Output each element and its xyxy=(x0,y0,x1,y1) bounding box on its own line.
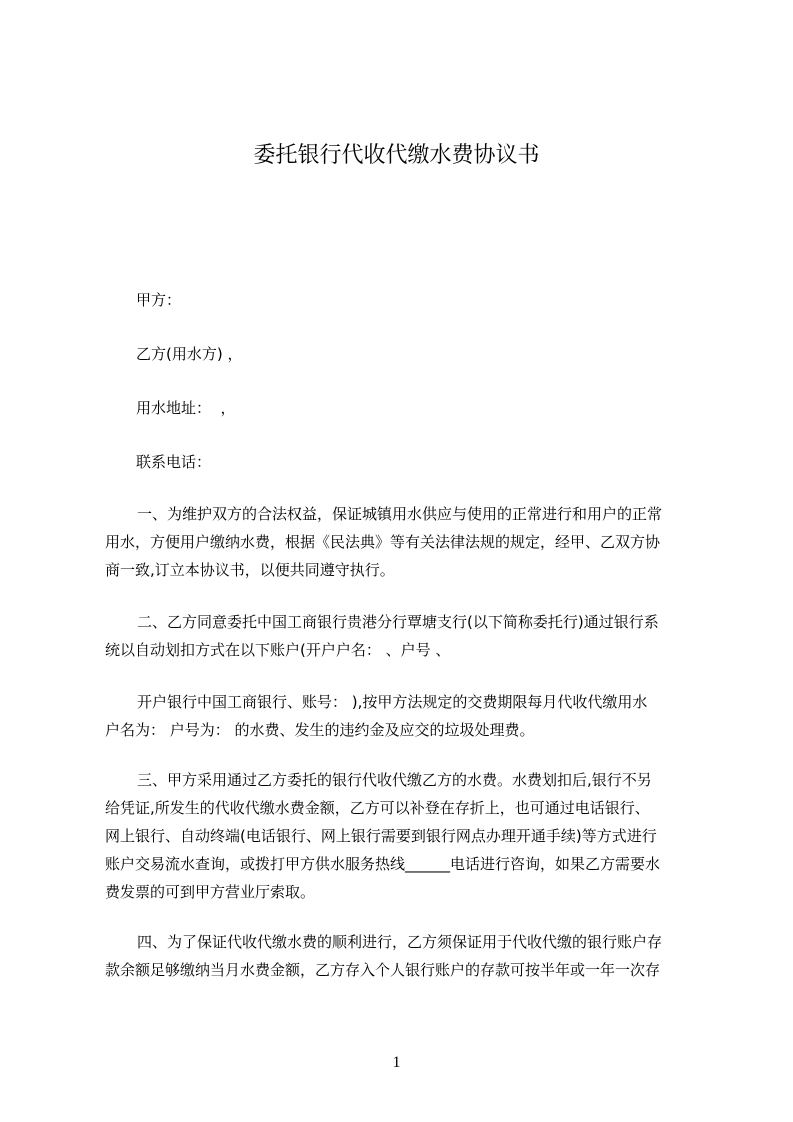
clause-2-continuation-line: 开户银行中国工商银行、账号： ),按甲方法规定的交费期限每月代收代缴用水 xyxy=(137,693,648,711)
clause-4-line: 款余额足够缴纳当月水费金额，乙方存入个人银行账户的存款可按半年或一年一次存 xyxy=(105,961,661,979)
clause-2-continuation xyxy=(105,688,707,744)
clause-1-line: 用水，方便用户缴纳水费，根据《民法典》等有关法律法规的规定，经甲、乙双方协 xyxy=(105,533,661,551)
clause-3-line: 给凭证,所发生的代收代缴水费金额，乙方可以补登在存折上，也可通过电话银行、 xyxy=(105,799,650,817)
clause-1-line: 一、为维护双方的合法权益，保证城镇用水供应与使用的正常进行和用户的正常 xyxy=(137,505,663,523)
clause-2-line: 二、乙方同意委托中国工商银行贵港分行覃塘支行(以下简称委托行)通过银行系 xyxy=(137,613,659,631)
party-b-field: 乙方(用水方) ， xyxy=(136,345,243,363)
clause-3-line: 网上银行、自动终端(电话银行、网上银行需要到银行网点办理开通手续)等方式进行 xyxy=(105,827,657,845)
clause-1-line: 商一致,订立本协议书，以便共同遵守执行。 xyxy=(105,561,395,579)
clause-4-line: 四、为了保证代收代缴水费的顺利进行，乙方须保证用于代收代缴的银行账户存 xyxy=(137,933,663,951)
clause-3-line: 费发票的可到甲方营业厅索取。 xyxy=(105,883,316,901)
contact-phone-field: 联系电话： xyxy=(136,453,212,471)
clause-2-line: 统以自动划扣方式在以下账户(开户户名： 、户号 、 xyxy=(105,641,451,659)
party-a-field: 甲方： xyxy=(136,291,182,309)
water-address-field: 用水地址： ， xyxy=(136,399,236,417)
clause-3-line: 三、甲方采用通过乙方委托的银行代收代缴乙方的水费。水费划扣后,银行不另 xyxy=(137,771,652,789)
clause-3-line: 账户交易流水查询，或拨打甲方供水服务热线______电话进行咨询，如果乙方需要水 xyxy=(105,855,661,873)
clause-3 xyxy=(105,766,707,906)
clause-2-continuation-line: 户名为： 户号为： 的水费、发生的违约金及应交的垃圾处理费。 xyxy=(105,721,535,739)
clause-2 xyxy=(105,608,707,664)
document-title: 委托银行代收代缴水费协议书 xyxy=(253,143,540,168)
clause-1 xyxy=(105,500,707,584)
page-number: 1 xyxy=(392,1054,401,1071)
clause-4 xyxy=(105,928,707,984)
